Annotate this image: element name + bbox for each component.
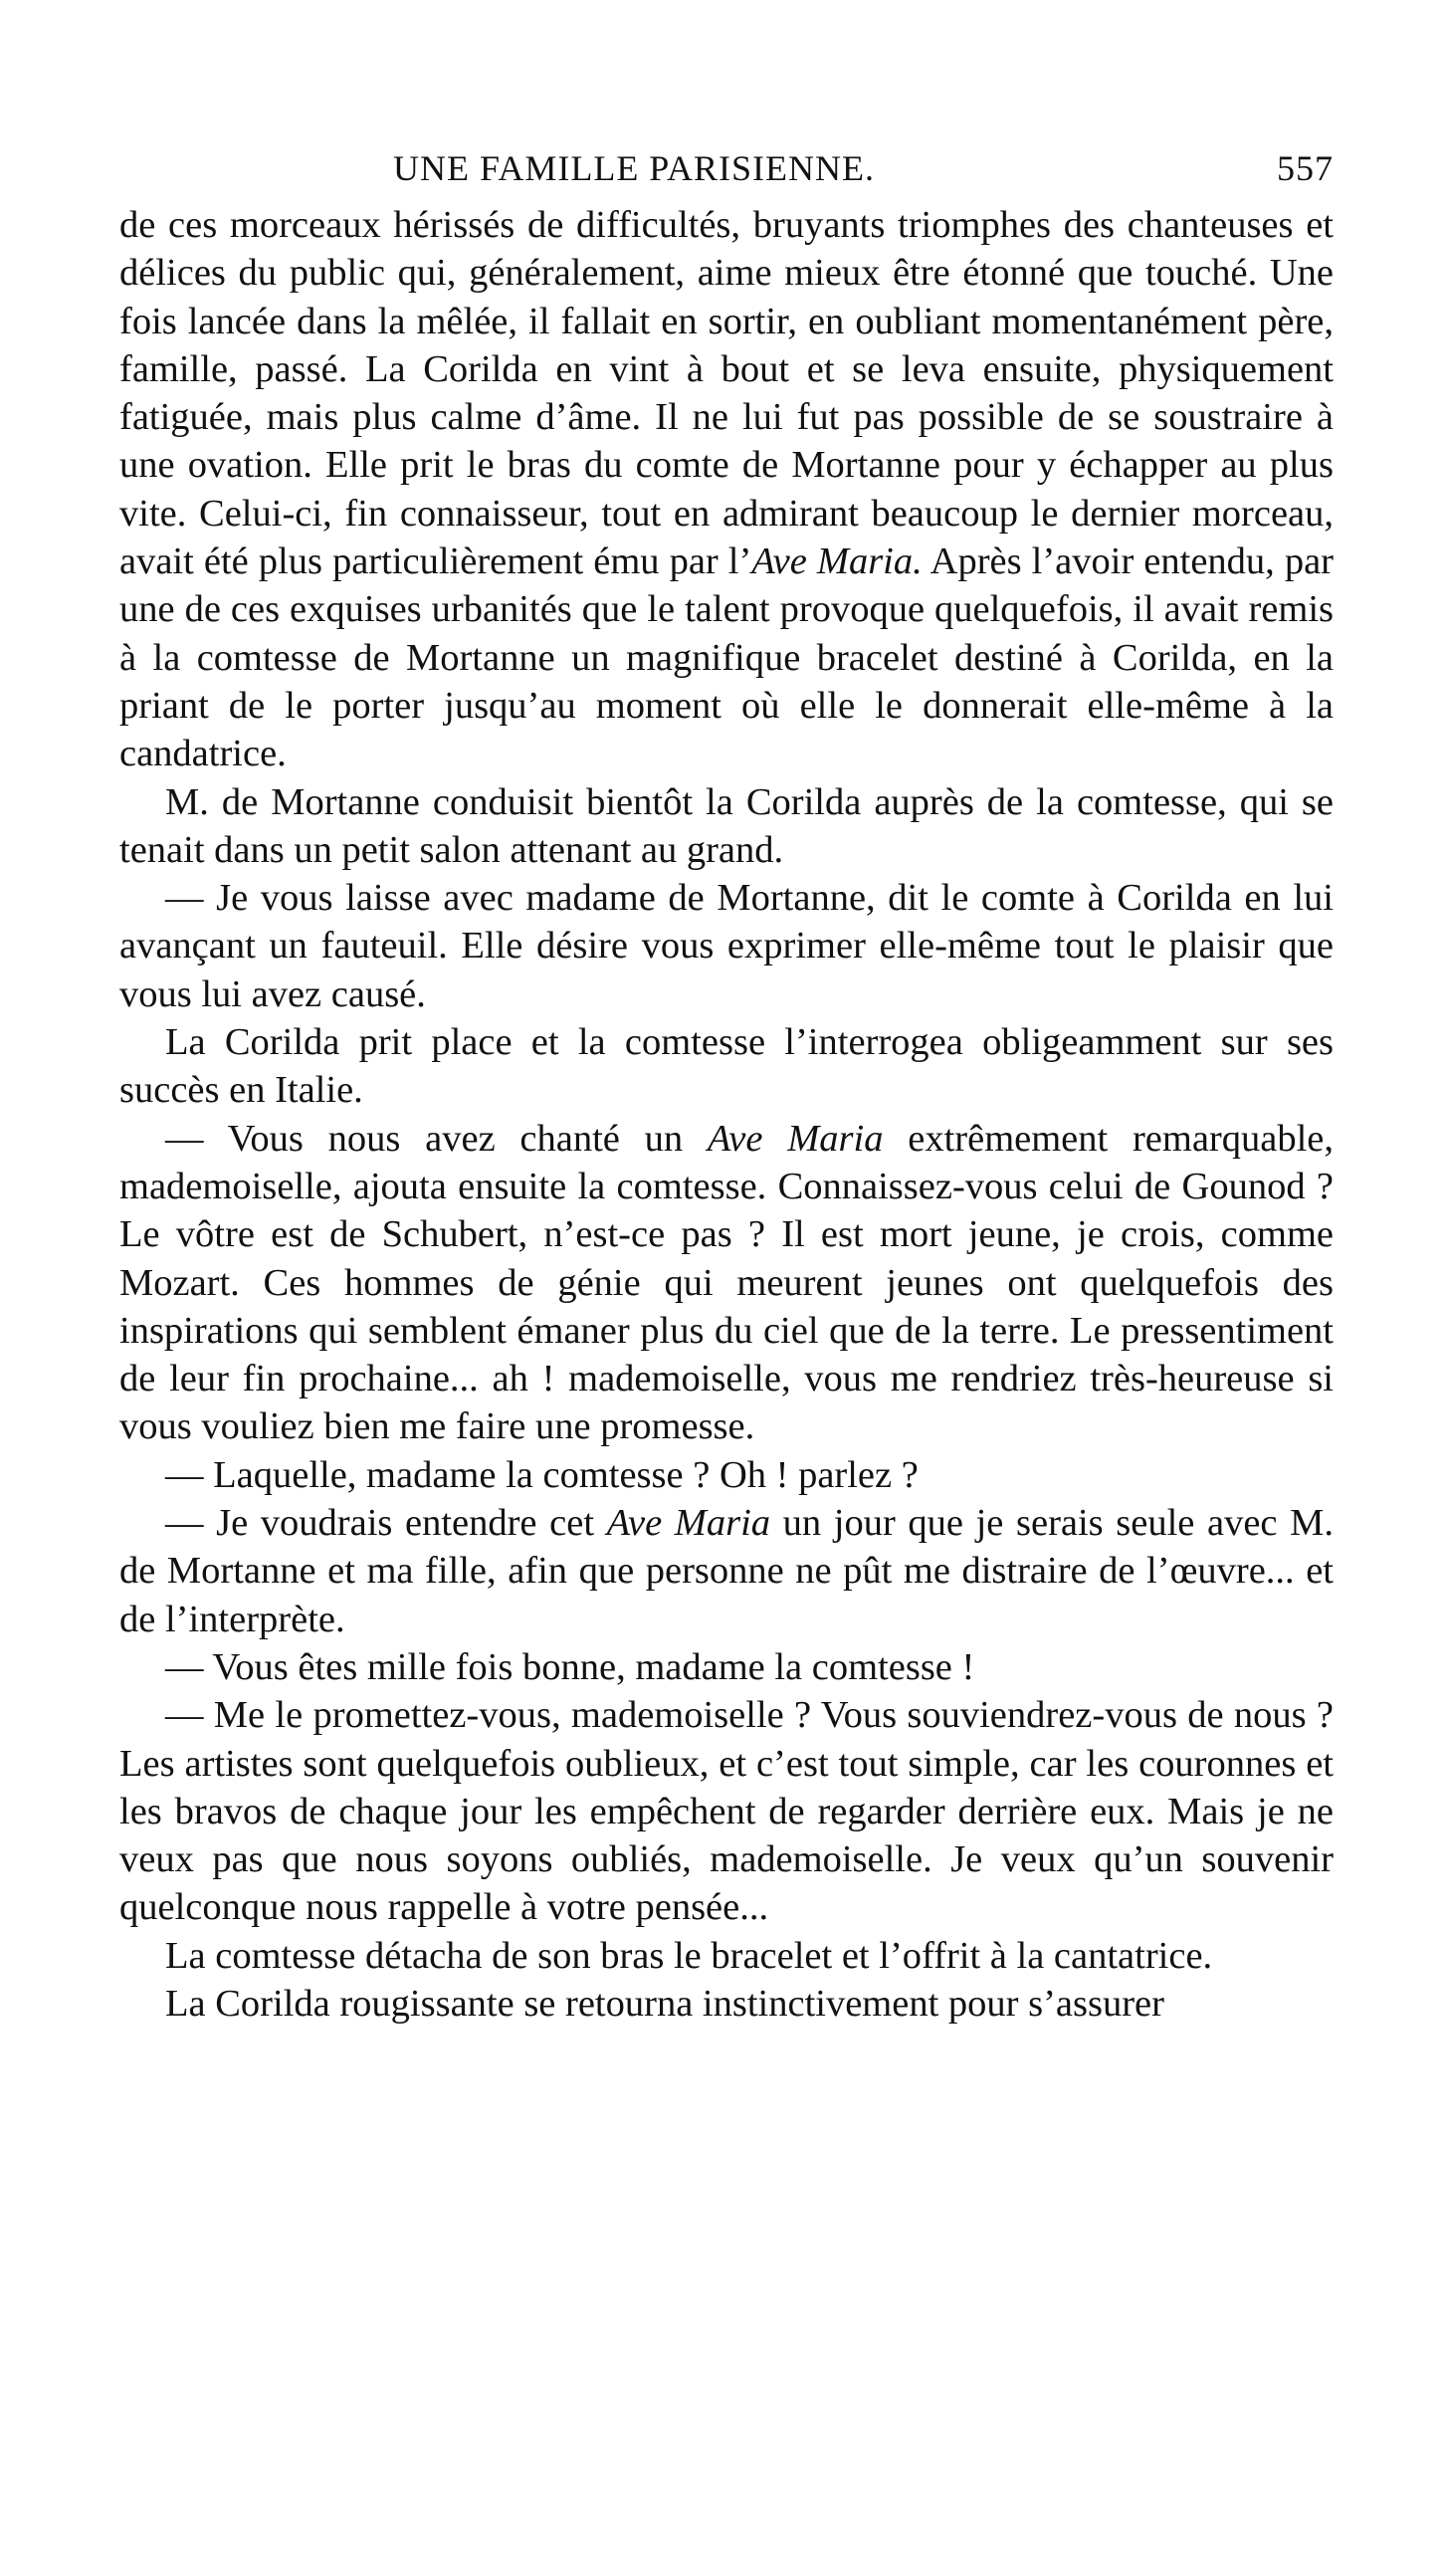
paragraph [119,1018,1334,1115]
running-title: UNE FAMILLE PARISIENNE. [393,148,876,188]
italic-text: Ave Maria [606,1502,771,1545]
paragraph [119,1932,1334,1980]
paragraph-text: La Corilda prit place et la comtesse l’interrogea obligeamment sur ses succès en Italie. [119,1021,1334,1112]
paragraph [119,1499,1334,1643]
paragraph [119,778,1334,875]
paragraph-text: — Je vous laisse avec madame de Mortanne, dit le comte à Corilda en lui avançant un fauteuil. Elle désire vous exprimer elle-même tout le plaisir que vous lui avez causé. [119,877,1334,1015]
paragraph-text: — Me le promettez-vous, mademoiselle ? Vous souviendrez-vous de nous ? Les artistes sont quelquefois oublieux, et c’est tout simple, car les couronnes et les bravos de chaque jour les empêchent de regarder derrière eux. Mais je ne veux pas que nous soyons oubliés, mademoiselle. Je veux qu’un souvenir quelconque nous rappelle à votre pensée... [119,1694,1334,1929]
running-header [119,139,1334,201]
paragraph-text: extrêmement remarquable, mademoiselle, ajouta ensuite la comtesse. Connaissez-vous celui de Gounod ? Le vôtre est de Schubert, n’est-ce pas ? Il est mort jeune, je crois, comme Mozart. Ces hommes de génie qui meurent jeunes ont quelquefois des inspirations qui semblent émaner plus du ciel que de la terre. Le pressentiment de leur fin prochaine... ah ! mademoiselle, vous me rendriez très-heureuse si vous vouliez bien me faire une promesse. [119,1117,1334,1448]
paragraph-text: Après l’avoir entendu, par une de ces exquises urbanités que le talent provoque quelquefois, il avait remis à la comtesse de Mortanne un magnifique bracelet destiné à Corilda, en la priant de le porter jusqu’au moment où elle le donnerait elle-même à la candatrice. [119,540,1334,775]
paragraph [119,1115,1334,1451]
paragraph [119,874,1334,1018]
paragraph-text: M. de Mortanne conduisit bientôt la Corilda auprès de la comtesse, qui se tenait dans un petit salon attenant au grand. [119,780,1334,871]
italic-text: Ave Maria [707,1117,884,1160]
paragraph-text: un jour que je serais seule avec M. de Mortanne et ma fille, afin que personne ne pût me distraire de l’œuvre... et de l’interprète. [119,1502,1334,1640]
paragraph-text: La Corilda rougissante se retourna instinctivement pour s’assurer [165,1982,1164,2025]
paragraph [119,1451,1334,1499]
paragraph [119,201,1334,778]
paragraph-text: La comtesse détacha de son bras le bracelet et l’offrit à la cantatrice. [165,1934,1213,1977]
paragraph-text: — Laquelle, madame la comtesse ? Oh ! parlez ? [165,1453,919,1496]
paragraph-text: — Vous nous avez chanté un [165,1117,708,1160]
paragraph [119,1691,1334,1931]
paragraph-text: — Je voudrais entendre cet [165,1502,607,1545]
page-number: 557 [1277,148,1334,188]
paragraph [119,1643,1334,1691]
italic-text: Ave Maria. [751,540,923,583]
paragraph-text: de ces morceaux hérissés de difficultés, bruyants triomphes des chanteuses et délices du public qui, généralement, aime mieux être étonné que touché. Une fois lancée dans la mêlée, il fallait en sortir, en oubliant momentanément père, famille, passé. La Corilda en vint à bout et se leva ensuite, physiquement fatiguée, mais plus calme d’âme. Il ne lui fut pas possible de se soustraire à une ovation. Elle prit le bras du comte de Mortanne pour y échapper au plus vite. Celui-ci, fin connaisseur, tout en admirant beaucoup le dernier morceau, avait été plus particulièrement ému par l’ [119,204,1334,583]
paragraph-text: — Vous êtes mille fois bonne, madame la comtesse ! [165,1645,975,1688]
body-text [119,201,1334,2028]
paragraph [119,1980,1334,2028]
book-page [119,139,1334,2028]
